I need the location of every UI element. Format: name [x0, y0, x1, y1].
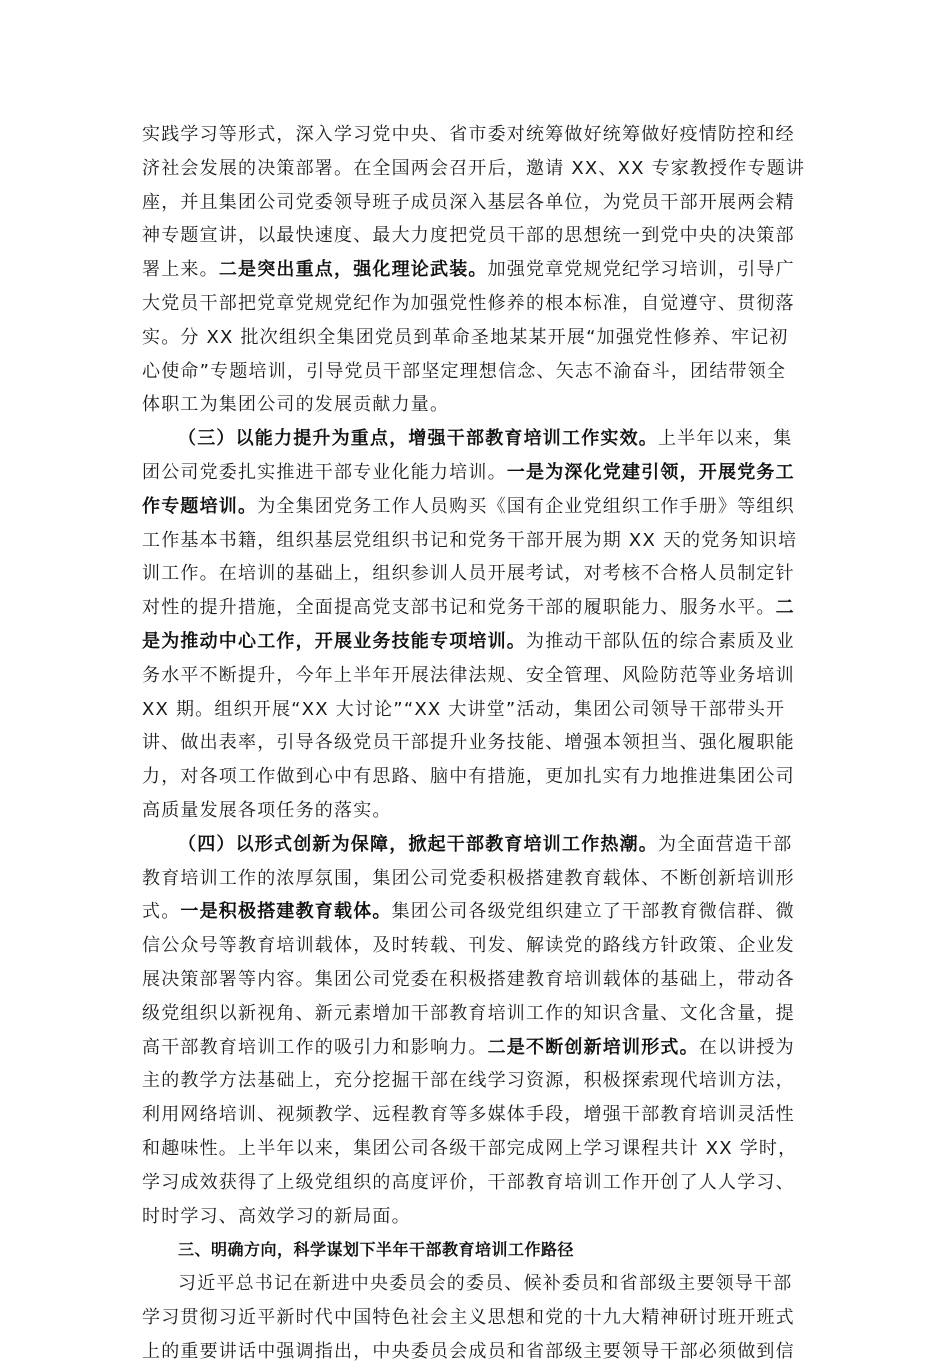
bold-text-segment: 一是积极搭建教育载体。 [180, 901, 392, 923]
text-segment: 信公众号等教育培训载体，及时转载、刊发、解读党的路线方针政策、企业发 [142, 935, 795, 957]
text-line [142, 422, 808, 456]
text-line [142, 726, 808, 760]
bold-text-segment: 二是不断创新培训形式。 [487, 1036, 699, 1058]
text-line [142, 1200, 808, 1234]
bold-text-segment: （四）以形式创新为保障，掀起干部教育培训工作热潮。 [178, 833, 658, 855]
bold-text-segment: 作专题培训。 [142, 495, 258, 517]
text-line [142, 659, 808, 693]
text-line [142, 355, 808, 389]
text-line [142, 1031, 808, 1065]
text-line [142, 828, 808, 862]
section-heading [142, 1233, 808, 1267]
body-text [142, 118, 808, 1368]
text-line [142, 1335, 808, 1368]
text-segment: 式。 [142, 901, 181, 923]
text-line [142, 388, 808, 422]
text-line [142, 1064, 808, 1098]
text-line [142, 456, 808, 490]
text-segment: 高质量发展各项任务的落实。 [142, 799, 392, 821]
text-line [142, 693, 808, 727]
bold-text-segment: 一是为深化党建引领，开展党务工 [506, 461, 795, 483]
text-line [142, 1166, 808, 1200]
text-segment: 训工作。在培训的基础上，组织参训人员开展考试，对考核不合格人员制定针 [142, 563, 795, 585]
text-segment: 为全面营造干部 [658, 833, 793, 855]
text-line [142, 963, 808, 997]
text-segment: 实。分 XX 批次组织全集团党员到革命圣地某某开展“加强党性修养、牢记初 [142, 326, 789, 348]
bold-text-segment: 二 [775, 597, 795, 619]
text-line [142, 253, 808, 287]
text-line [142, 321, 808, 355]
text-segment: 神专题宣讲，以最快速度、最大力度把党员干部的思想统一到党中央的决策部 [142, 225, 795, 247]
text-segment: 体职工为集团公司的发展贡献力量。 [142, 394, 450, 416]
text-line [142, 895, 808, 929]
text-line [142, 1301, 808, 1335]
text-segment: 为全集团党务工作人员购买《国有企业党组织工作手册》等组织 [257, 495, 795, 517]
text-segment: 心使命”专题培训，引导党员干部坚定理想信念、矢志不渝奋斗，团结带领全 [142, 360, 787, 382]
bold-text-segment: 三、明确方向，科学谋划下半年干部教育培训工作路径 [178, 1240, 575, 1260]
bold-text-segment: 二是突出重点，强化理论武装。 [218, 259, 488, 281]
text-segment: 和趣味性。上半年以来，集团公司各级干部完成网上学习课程共计 XX 学时， [142, 1137, 798, 1159]
text-segment: 主的教学方法基础上，充分挖掘干部在线学习资源，积极探索现代培训方法， [142, 1070, 795, 1092]
text-segment: 在以讲授为 [698, 1036, 795, 1058]
text-segment: 展决策部署等内容。集团公司党委在积极搭建教育培训载体的基础上，带动各 [142, 968, 795, 990]
text-segment: 时时学习、高效学习的新局面。 [142, 1205, 411, 1227]
text-line [142, 794, 808, 828]
text-line [142, 625, 808, 659]
text-segment: 务水平不断提升，今年上半年开展法律法规、安全管理、风险防范等业务培训 [142, 664, 795, 686]
text-segment: 集团公司各级党组织建立了干部教育微信群、微 [391, 901, 795, 923]
bold-text-segment: 是为推动中心工作，开展业务技能专项培训。 [142, 630, 526, 652]
text-line [142, 152, 808, 186]
text-line [142, 1132, 808, 1166]
text-line [142, 1098, 808, 1132]
text-line [142, 524, 808, 558]
text-line [142, 557, 808, 591]
text-segment: 教育培训工作的浓厚氛围，集团公司党委积极搭建教育载体、不断创新培训形 [142, 867, 795, 889]
text-segment: 利用网络培训、视频教学、远程教育等多媒体手段，增强干部教育培训灵活性 [142, 1104, 795, 1126]
text-line [142, 760, 808, 794]
text-segment: 上半年以来，集 [658, 428, 793, 450]
text-segment: 习近平总书记在新进中央委员会的委员、候补委员和省部级主要领导干部 [178, 1273, 793, 1295]
text-segment: 高干部教育培训工作的吸引力和影响力。 [142, 1036, 488, 1058]
text-segment: 力，对各项工作做到心中有思路、脑中有措施，更加扎实有力地推进集团公司 [142, 766, 795, 788]
text-segment: 对性的提升措施，全面提高党支部书记和党务干部的履职能力、服务水平。 [142, 597, 776, 619]
text-segment: 学习成效获得了上级党组织的高度评价，干部教育培训工作开创了人人学习、 [142, 1171, 795, 1193]
text-segment: 为推动干部队伍的综合素质及业 [526, 630, 795, 652]
text-line [142, 186, 808, 220]
text-segment: 济社会发展的决策部署。在全国两会召开后，邀请 XX、XX 专家教授作专题讲 [142, 157, 806, 179]
text-segment: 工作基本书籍，组织基层党组织书记和党务干部开展为期 XX 天的党务知识培 [142, 529, 798, 551]
text-segment: 座，并且集团公司党委领导班子成员深入基层各单位，为党员干部开展两会精 [142, 191, 795, 213]
text-segment: 讲、做出表率，引导各级党员干部提升业务技能、增强本领担当、强化履职能 [142, 732, 795, 754]
text-line [142, 219, 808, 253]
text-segment: 实践学习等形式，深入学习党中央、省市委对统筹做好统筹做好疫情防控和经 [142, 124, 795, 145]
text-line [142, 287, 808, 321]
bold-text-segment: （三）以能力提升为重点，增强干部教育培训工作实效。 [178, 428, 658, 450]
text-line [142, 1267, 808, 1301]
text-line [142, 929, 808, 963]
text-segment: 大党员干部把党章党规党纪作为加强党性修养的根本标准，自觉遵守、贯彻落 [142, 292, 795, 314]
text-segment: 加强党章党规党纪学习培训，引导广 [487, 259, 795, 281]
text-segment: 团公司党委扎实推进干部专业化能力培训。 [142, 461, 507, 483]
text-segment: 上的重要讲话中强调指出，中央委员会成员和省部级主要领导干部必须做到信 [142, 1340, 795, 1362]
text-segment: 级党组织以新视角、新元素增加干部教育培训工作的知识含量、文化含量，提 [142, 1002, 795, 1024]
text-line [142, 591, 808, 625]
text-line [142, 118, 808, 152]
text-segment: 学习贯彻习近平新时代中国特色社会主义思想和党的十九大精神研讨班开班式 [142, 1306, 795, 1328]
text-line [142, 862, 808, 896]
text-segment: 署上来。 [142, 259, 219, 281]
text-line [142, 490, 808, 524]
text-segment: XX 期。组织开展“XX 大讨论”“XX 大讲堂”活动，集团公司领导干部带头开 [142, 698, 786, 720]
text-line [142, 997, 808, 1031]
